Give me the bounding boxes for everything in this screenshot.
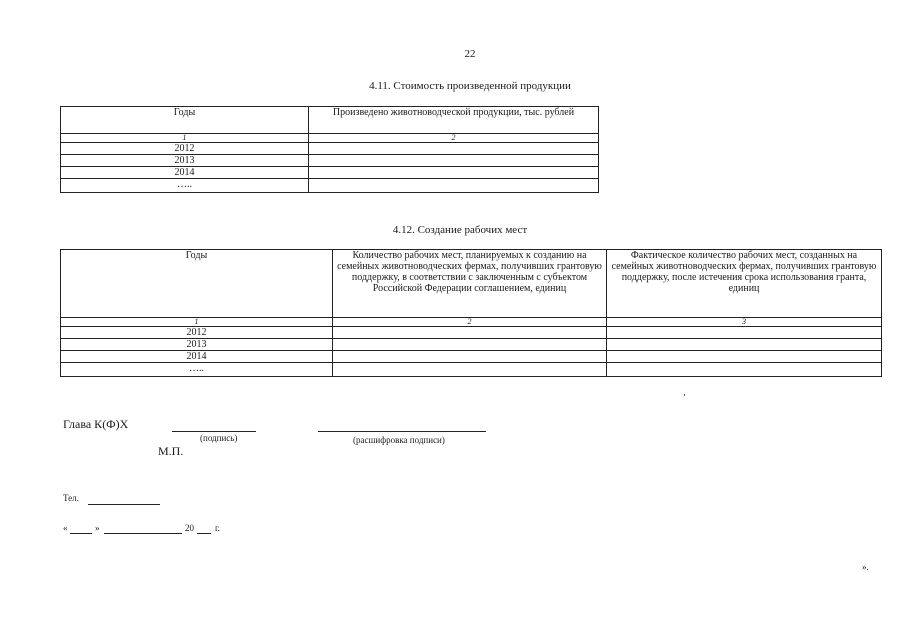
value-cell (333, 363, 607, 377)
column-number: 2 (309, 134, 599, 143)
year-cell: 2013 (61, 155, 309, 167)
header-planned-jobs: Количество рабочих мест, планируемых к созданию на семейных животноводческих фермах, получивших грантовую поддержку, в соответствии с заключенным с субъектом Российской Федерации соглашением, единиц (333, 250, 607, 318)
product-cost-table (60, 106, 599, 193)
year-cell: 2012 (61, 143, 309, 155)
phone-label: Тел. (63, 493, 79, 503)
value-cell (309, 143, 599, 155)
signature-caption: (подпись) (200, 433, 238, 443)
date-open-quote: « (63, 523, 68, 533)
value-cell (333, 327, 607, 339)
column-number: 1 (61, 318, 333, 327)
header-production-value: Произведено животноводческой продукции, тыс. рублей (309, 107, 599, 134)
decryption-line (318, 431, 486, 432)
header-actual-jobs: Фактическое количество рабочих мест, созданных на семейных животноводческих фермах, получивших грантовую поддержку, после истечения срока использования гранта, единиц (607, 250, 882, 318)
value-cell (607, 351, 882, 363)
year-cell: 2013 (61, 339, 333, 351)
date-close-quote: » (95, 523, 100, 533)
column-number: 1 (61, 134, 309, 143)
value-cell (607, 339, 882, 351)
signature-line (172, 431, 256, 432)
date-year-prefix: 20 (185, 523, 194, 533)
value-cell (309, 167, 599, 179)
header-years: Годы (61, 250, 333, 318)
head-label: Глава К(Ф)Х (63, 417, 129, 431)
stamp-label: М.П. (158, 444, 184, 458)
value-cell (607, 363, 882, 377)
decryption-caption: (расшифровка подписи) (353, 435, 445, 445)
header-years: Годы (61, 107, 309, 134)
section-title-product-cost: 4.11. Стоимость произведенной продукции (369, 80, 571, 92)
value-cell (333, 351, 607, 363)
page-number: 22 (464, 48, 476, 60)
value-cell (333, 339, 607, 351)
phone-line (88, 504, 160, 505)
year-cell: ….. (61, 363, 333, 377)
value-cell (309, 179, 599, 193)
value-cell (309, 155, 599, 167)
column-number: 3 (607, 318, 882, 327)
date-year-suffix: г. (215, 523, 220, 533)
year-cell: 2014 (61, 167, 309, 179)
scan-speck (684, 394, 685, 396)
section-title-job-creation: 4.12. Создание рабочих мест (392, 224, 528, 236)
column-number: 2 (333, 318, 607, 327)
year-cell: 2012 (61, 327, 333, 339)
date-year-line (197, 533, 211, 534)
value-cell (607, 327, 882, 339)
year-cell: ….. (61, 179, 309, 193)
date-day-line (70, 533, 92, 534)
job-creation-table (60, 249, 882, 377)
closing-quote-mark: ». (862, 562, 869, 572)
year-cell: 2014 (61, 351, 333, 363)
date-month-line (104, 533, 182, 534)
